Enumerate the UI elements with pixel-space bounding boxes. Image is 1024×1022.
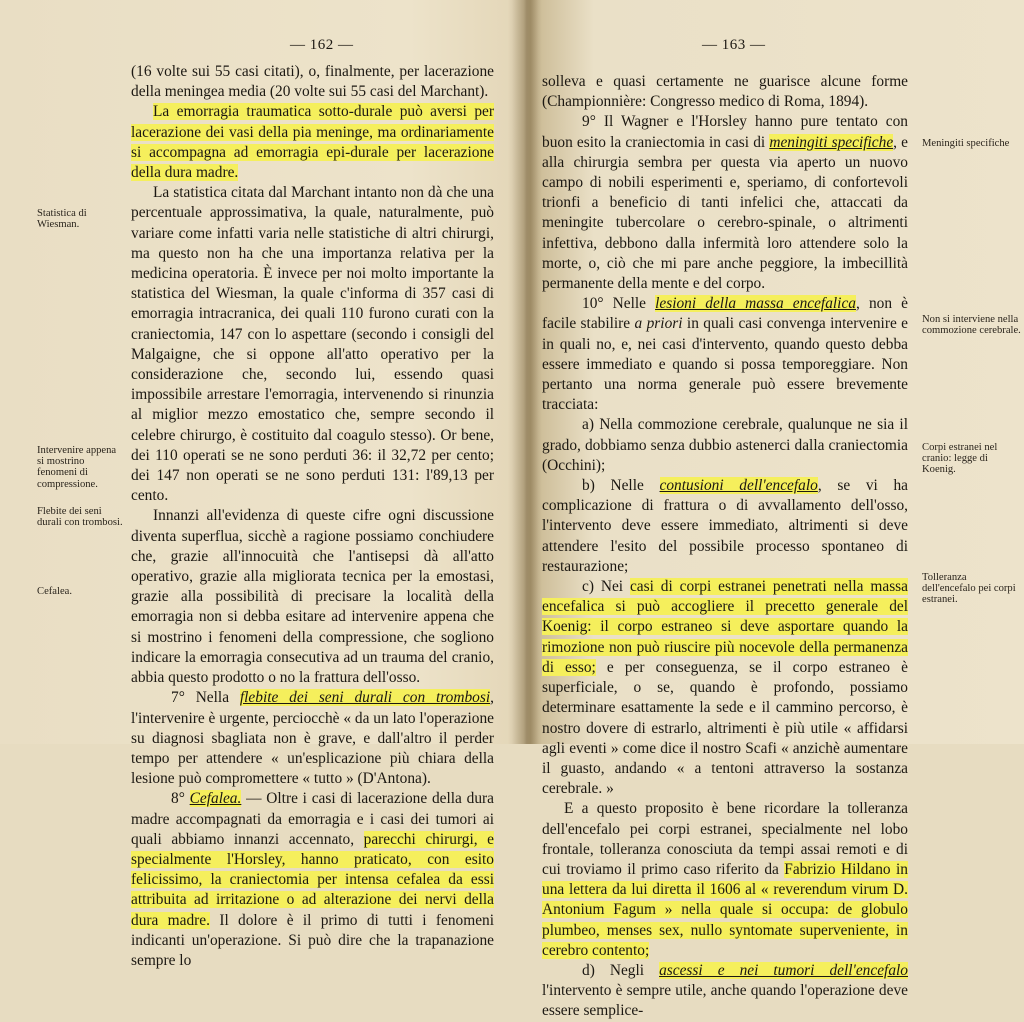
paragraph-corpi-estranei: c) Nei casi di corpi estranei penetrati nella massa encefalica si può accogliere il precetto generale del Koenig: il corpo estraneo si deve asportare quando la rimozione non può riuscire più nocevole della permanenza di esso; e per conseguenza, se il corpo estraneo è superficiale, o se, quando è profondo, possiamo determinare esattamente la sede e il cammino percorso, è nostro dovere di estrarlo, altrimenti è più utile « affidarsi agli eventi » come dice il nostro Scafi « anzichè aumentare il guasto, andando « a tentoni attraverso la sostanza cerebrale. » [542,578,908,798]
margin-note-compressione: Intervenire appena si mostrino fenomeni di compressione. [37,445,117,490]
paragraph-highlighted: La emorragia traumatica sotto-durale può aversi per lacerazione dei vasi della pia meninge, ma ordinariamente si accompagna ad emorragia epi-durale per lacerazione della dura madre. [131,103,494,182]
margin-note-tolleranza: Tolleranza dell'encefalo pei corpi estranei. [922,572,1016,606]
paragraph: La statistica citata dal Marchant intanto non dà che una percentuale approssimativa, la quale, naturalmente, può variare come infatti varia nelle statistiche di altri chirurgi, ma questo non ha che una importanza relativa per la medicina operatoria. È invece per noi molto importante la statistica del Wiesman, la quale c'informa di 357 casi di emorragia intracranica, dei quali 110 furono curati con la craniectomia, 147 con lo aspettare (secondo i consigli del Malgaigne, che si oppone all'atto operativo per la considerazione che, secondo lui, essendo quasi impossibile arrestare l'emorragia, intervenendo si rinunzia al miglior mezzo emostatico che, sempre secondo il celebre chirurgo, è costituito dal coagulo stesso). Or bene, dei 110 operati se ne sono perduti 36: il 32,72 per cento; dei 147 non operati se ne sono perduti 131: l'89,13 per cento. [131,184,494,505]
right-page [530,0,1024,1020]
page-number-163: — 163 — [702,37,766,53]
margin-note-wiesman: Statistica di Wiesman. [37,208,87,231]
paragraph: (16 volte sui 55 casi citati), o, finalmente, per lacerazione della meningea media (20 volte sui 55 casi del Marchant). [131,63,494,101]
margin-note-meningiti: Meningiti specifiche [922,138,1010,149]
left-page-text [131,62,494,971]
page-number-162: — 162 — [290,37,354,53]
margin-note-cefalea: Cefalea. [37,586,72,597]
margin-note-flebite: Flebite dei seni durali con trombosi. [37,506,123,529]
paragraph: solleva e quasi certamente ne guarisce alcune forme (Championnière: Congresso medico di Roma, 1894). [542,73,908,111]
paragraph: Innanzi all'evidenza di queste cifre ogni discussione diventa superflua, sicchè a ragione possiamo conchiudere che, grazie all'innocuità che l'antisepsi dà all'atto operativo, grazie alla migliorata tecnica per la emostasi, grazie alla possibilità di precisare la località della emorragia non si debba esitare ad intervenire appena che si mostrino i fenomeni della compressione, che sogliono indicare la emorragia consecutiva ad un trauma del cranio, abbia questo prodotto o no la frattura dell'osso. [131,507,494,687]
paragraph-lesioni: 10° Nelle lesioni della massa encefalica, non è facile stabilire a priori in quali casi convenga intervenire e in quali no, e, nei casi d'intervento, quando questo debba essere immediato e quando si possa temporeggiare. Non pertanto una norma generale può essere brevemente tracciata: [542,295,909,414]
left-page [0,0,524,969]
paragraph-commozione: a) Nella commozione cerebrale, qualunque ne sia il grado, dobbiamo senza dubbio astenerci dalla craniectomia (Occhini); [542,416,908,474]
margin-note-corpi: Corpi estranei nel cranio: legge di Koenig. [922,442,998,476]
margin-note-commozione: Non si interviene nella commozione cerebrale. [922,314,1021,337]
paragraph-ascessi: d) Negli ascessi e nei tumori dell'encefalo l'intervento è sempre utile, anche quando l'operazione deve essere semplice- [542,961,908,1020]
paragraph-contusioni: b) Nelle contusioni dell'encefalo, se vi ha complicazione di frattura o di avvallamento dell'osso, l'intervento deve essere immediato, altrimenti si deve attendere l'esito del possibile processo spontaneo di restaurazione; [542,477,908,575]
paragraph-cefalea: 8° Cefalea. — Oltre i casi di lacerazione della dura madre accompagnati da emorragia e i casi dei tumori ai quali abbiamo innanzi accennato, parecchi chirurgi, e specialmente l'Horsley, hanno praticato, con esito felicissimo, la craniectomia per intensa cefalea da essi attribuita ad irritazione o ad alterazione dei nervi della dura madre. Il dolore è il primo di tutti i fenomeni indicanti un'operazione. Si può dire che la trapanazione sempre lo [131,790,494,969]
paragraph-meningiti: 9° Il Wagner e l'Horsley hanno pure tentato con buon esito la craniectomia in casi di meningiti specifiche, e alla chirurgia sembra per questa via aperto un nuovo campo di nobili esperimenti e, speriamo, di confortevoli trionfi a beneficio di tanti infelici che, attaccati da meningite tubercolare o cerebro-spinale, o altrimenti infettiva, debbono dalla infermità loro attendere solo la morte, o, ciò che mi pare anche peggiore, la imbecillità permanente della mente e del corpo. [542,113,908,293]
paragraph-flebite: 7° Nella flebite dei seni durali con trombosi, l'intervenire è urgente, perciocchè « da un lato l'operazione su diagnosi sbagliata non è grave, e dall'altro il perder tempo per attendere « un'esplicazione più chiara della lesione può compromettere « tutto » (D'Antona). [131,689,495,788]
right-page-text [542,72,908,1022]
paragraph-tolleranza: E a questo proposito è bene ricordare la tolleranza dell'encefalo pei corpi estranei, specialmente nel lobo frontale, tolleranza conosciuta da tempi assai remoti e di cui troviamo il primo caso riferito da Fabrizio Hildano in una lettera da lui diretta il 1606 al « reverendum virum D. Antonium Fagum » nella quale si occupa: de globulo plumbeo, menses sex, nullo syntomate superveniente, in cerebro contento; [542,800,908,959]
